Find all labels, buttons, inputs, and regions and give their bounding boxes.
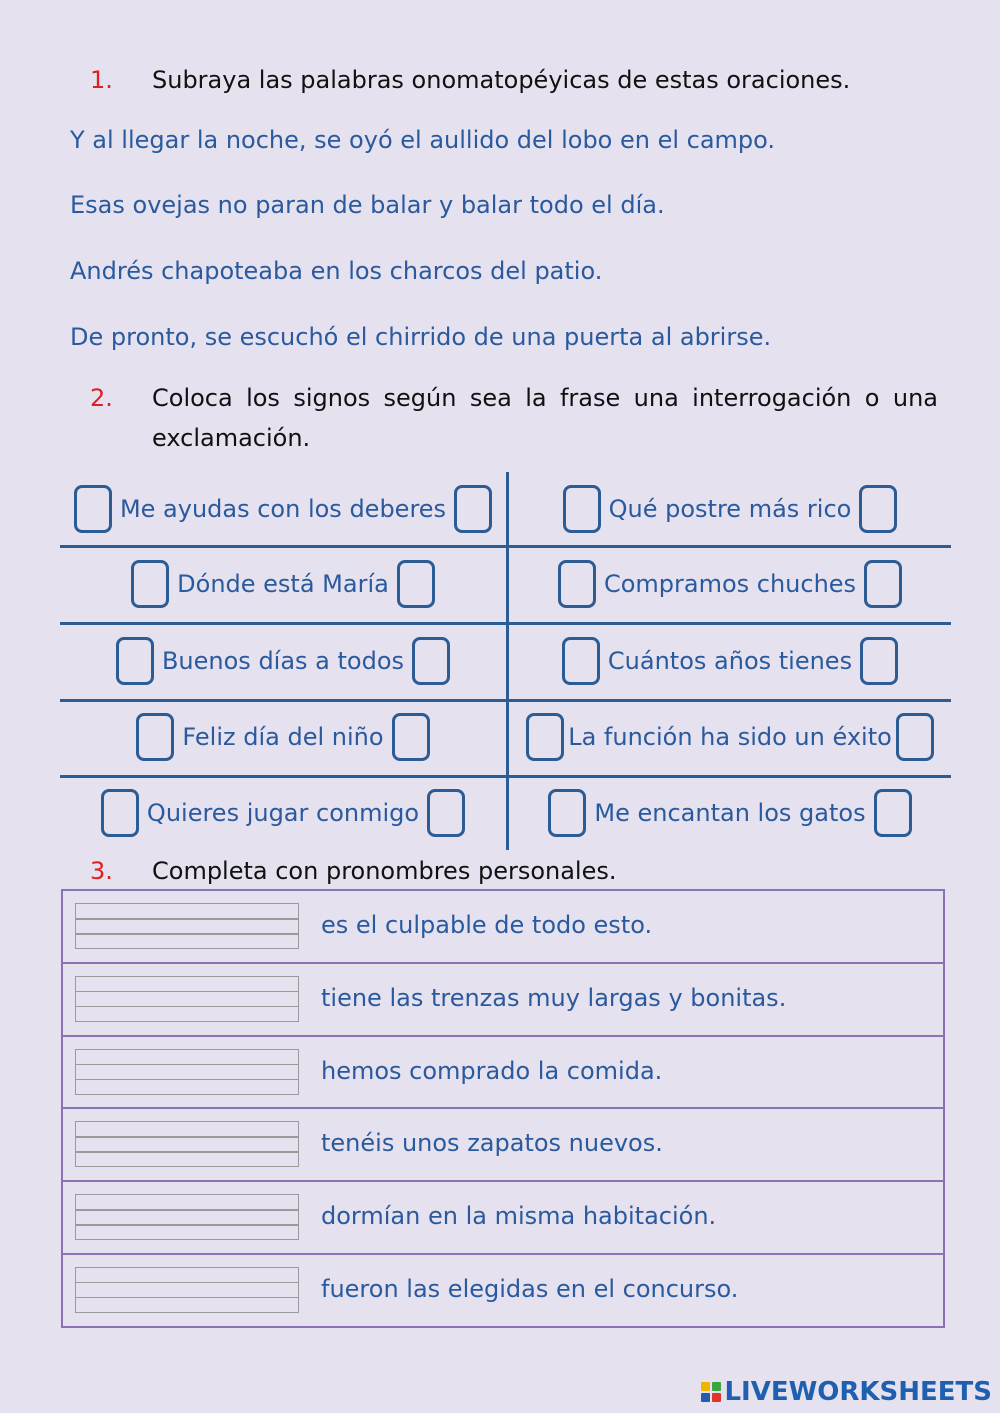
closing-sign-box[interactable] (392, 713, 430, 761)
logo-text: LIVEWORKSHEETS (724, 1377, 992, 1407)
q2-heading (90, 384, 152, 412)
phrase-text: La función ha sido un éxito (568, 723, 892, 751)
phrase-text: Cuántos años tienes (607, 647, 853, 675)
q3-heading (90, 857, 617, 885)
sentence-text: hemos comprado la comida. (321, 1056, 663, 1085)
opening-sign-box[interactable] (548, 789, 586, 837)
q1-sentence[interactable]: De pronto, se escuchó el chirrido de una puerta al abrirse. (70, 323, 772, 351)
pronoun-answer-field[interactable] (75, 1049, 299, 1095)
sign-phrase-row (509, 551, 951, 617)
grid-divider (60, 699, 951, 702)
table-row (63, 891, 943, 964)
opening-sign-box[interactable] (563, 485, 601, 533)
sign-phrase-row (509, 476, 951, 542)
sentence-text: dormían en la misma habitación. (321, 1202, 717, 1231)
pronoun-answer-field[interactable] (75, 1267, 299, 1313)
closing-sign-box[interactable] (397, 560, 435, 608)
pronoun-answer-field[interactable] (75, 1194, 299, 1240)
sign-phrase-row (509, 780, 951, 846)
opening-sign-box[interactable] (131, 560, 169, 608)
table-row (63, 964, 943, 1037)
q1-number: 1. (90, 66, 113, 94)
sentence-text: tenéis unos zapatos nuevos. (321, 1129, 663, 1158)
phrase-text: Me ayudas con los deberes (119, 495, 447, 523)
table-row (63, 1109, 943, 1182)
sign-phrase-row (509, 628, 951, 694)
sign-phrase-row (60, 628, 506, 694)
phrase-text: Dónde está María (177, 570, 389, 598)
sign-phrase-row (60, 704, 506, 770)
phrase-text: Quieres jugar conmigo (146, 799, 420, 827)
pronoun-answer-field[interactable] (75, 976, 299, 1022)
q1-heading (90, 66, 850, 94)
opening-sign-box[interactable] (136, 713, 174, 761)
closing-sign-box[interactable] (860, 637, 898, 685)
liveworksheets-logo-icon (701, 1382, 721, 1402)
phrase-text: Feliz día del niño (182, 723, 384, 751)
opening-sign-box[interactable] (101, 789, 139, 837)
table-row (63, 1037, 943, 1110)
q1-instruction: Subraya las palabras onomatopéyicas de estas oraciones. (152, 66, 851, 94)
opening-sign-box[interactable] (74, 485, 112, 533)
sign-phrase-row (60, 476, 506, 542)
pronoun-table (61, 889, 945, 1328)
phrase-text: Compramos chuches (603, 570, 857, 598)
opening-sign-box[interactable] (562, 637, 600, 685)
closing-sign-box[interactable] (859, 485, 897, 533)
q2-number: 2. (90, 384, 113, 412)
pronoun-answer-field[interactable] (75, 903, 299, 949)
phrase-text: Me encantan los gatos (594, 799, 866, 827)
q1-sentence[interactable]: Esas ovejas no paran de balar y balar todo el día. (70, 191, 665, 219)
sentence-text: tiene las trenzas muy largas y bonitas. (321, 983, 787, 1012)
pronoun-answer-field[interactable] (75, 1121, 299, 1167)
q1-sentence[interactable]: Y al llegar la noche, se oyó el aullido del lobo en el campo. (70, 126, 776, 154)
sign-phrase-row (509, 704, 951, 770)
sentence-text: es el culpable de todo esto. (321, 911, 653, 939)
closing-sign-box[interactable] (427, 789, 465, 837)
q3-number: 3. (90, 857, 113, 885)
phrase-text: Qué postre más rico (608, 495, 852, 523)
table-row (63, 1182, 943, 1255)
closing-sign-box[interactable] (864, 560, 902, 608)
sign-phrase-row (60, 780, 506, 846)
closing-sign-box[interactable] (454, 485, 492, 533)
opening-sign-box[interactable] (526, 713, 564, 761)
opening-sign-box[interactable] (558, 560, 596, 608)
closing-sign-box[interactable] (874, 789, 912, 837)
q2-instruction: Coloca los signos según sea la frase una interrogación o una exclamación. (152, 384, 938, 452)
opening-sign-box[interactable] (116, 637, 154, 685)
sentence-text: fueron las elegidas en el concurso. (321, 1274, 739, 1303)
q1-sentence[interactable]: Andrés chapoteaba en los charcos del patio. (70, 257, 603, 285)
table-row (63, 1255, 943, 1328)
sign-phrase-row (60, 551, 506, 617)
grid-divider (60, 775, 951, 778)
liveworksheets-logo (701, 1377, 992, 1407)
phrase-text: Buenos días a todos (161, 647, 405, 675)
q3-instruction: Completa con pronombres personales. (152, 857, 617, 885)
closing-sign-box[interactable] (412, 637, 450, 685)
closing-sign-box[interactable] (896, 713, 934, 761)
grid-divider (60, 545, 951, 548)
grid-divider (60, 622, 951, 625)
